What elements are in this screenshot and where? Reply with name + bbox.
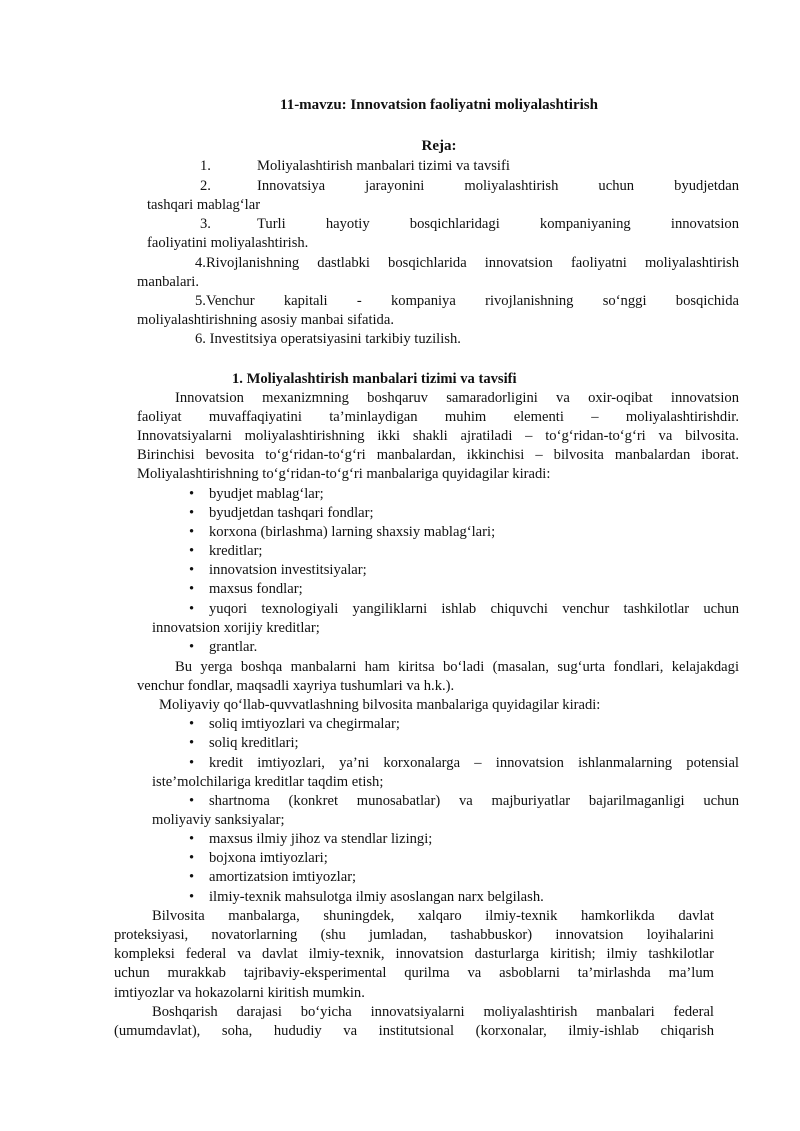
list-item: • korxona (birlashma) larning shaxsiy mablag‘lari;	[209, 523, 495, 542]
list-item: • maxsus ilmiy jihoz va stendlar lizingi;	[209, 830, 432, 849]
plan-item-continuation: tashqari mablag‘lar	[147, 197, 261, 213]
plan-item-number: 3.	[200, 216, 211, 232]
paragraph-line: Bu yerga boshqa manbalarni ham kiritsa bo‘ladi (masalan, sug‘urta fondlari, kelajakdagi	[175, 659, 739, 675]
paragraph-line: imtiyozlar va hokazolarni kiritish mumkin.	[114, 985, 365, 1001]
plan-item-number: 1.	[200, 158, 211, 174]
plan-item: Moliyalashtirish manbalari tizimi va tavsifi	[257, 158, 510, 174]
paragraph-line: (umumdavlat), soha, hududiy va institutsional (korxonalar, ilmiy-ishlab chiqarish	[114, 1023, 714, 1039]
list-item: • soliq kreditlari;	[209, 734, 299, 753]
plan-item: 4.Rivojlanishning dastlabki bosqichlarida innovatsion faoliyatni moliyalashtirish	[195, 255, 739, 271]
paragraph-line: Moliyaviy qo‘llab-quvvatlashning bilvosita manbalariga quyidagilar kiradi:	[159, 697, 601, 713]
paragraph-line: Birinchisi bevosita to‘g‘ridan-to‘g‘ri manbalardan, ikkinchisi – bilvosita manbalardan iborat.	[137, 447, 739, 463]
list-item: • grantlar.	[209, 638, 257, 657]
list-item: • soliq imtiyozlari va chegirmalar;	[209, 715, 400, 734]
plan-item: 5.Venchur kapitali - kompaniya rivojlanishning so‘nggi bosqichida	[195, 293, 739, 309]
paragraph-line: Bilvosita manbalarga, shuningdek, xalqaro ilmiy-texnik hamkorlikda davlat	[152, 908, 714, 924]
plan-item: 6. Investitsiya operatsiyasini tarkibiy tuzilish.	[195, 331, 461, 347]
paragraph-line: Innovatsiyalarni moliyalashtirishning ikki shakli ajratiladi – to‘g‘ridan-to‘g‘ri va bilvosita.	[137, 428, 739, 444]
plan-item: Turli hayotiy bosqichlaridagi kompaniyaning innovatsion	[257, 216, 739, 232]
list-item: • bojxona imtiyozlari;	[209, 849, 328, 868]
list-item: • byudjetdan tashqari fondlar;	[209, 504, 374, 523]
list-item: • innovatsion investitsiyalar;	[209, 561, 367, 580]
list-item: • kreditlar;	[209, 542, 263, 561]
list-item: • shartnoma (konkret munosabatlar) va majburiyatlar bajarilmaganligi uchun	[209, 792, 739, 811]
paragraph-line: faoliyat muvaffaqiyatini ta’minlaydigan muhim elementi – moliyalashtirishdir.	[137, 409, 739, 425]
paragraph-line: proteksiyasi, novatorlarning (shu jumladan, tashabbuskor) innovatsion loyihalarini	[114, 927, 714, 943]
plan-item: Innovatsiya jarayonini moliyalashtirish uchun byudjetdan	[257, 178, 739, 194]
section-heading: 1. Moliyalashtirish manbalari tizimi va tavsifi	[232, 371, 517, 387]
list-item: • amortizatsion imtiyozlar;	[209, 868, 356, 887]
paragraph-line: kompleksi federal va davlat ilmiy-texnik, innovatsion dasturlarga kiritish; ilmiy tashkilotlar	[114, 946, 714, 962]
page-title: 11-mavzu: Innovatsion faoliyatni moliyalashtirish	[280, 97, 598, 113]
paragraph-line: Boshqarish darajasi bo‘yicha innovatsiyalarni moliyalashtirish manbalari federal	[152, 1004, 714, 1020]
plan-heading: Reja:	[421, 138, 457, 154]
list-item-continuation: moliyaviy sanksiyalar;	[152, 812, 285, 828]
paragraph-line: Moliyalashtirishning to‘g‘ridan-to‘g‘ri manbalariga quyidagilar kiradi:	[137, 466, 551, 482]
paragraph-line: uchun murakkab tajribaviy-eksperimental qurilma va asboblarni ta’mirlashda ma’lum	[114, 965, 714, 981]
list-item: • ilmiy-texnik mahsulotga ilmiy asoslangan narx belgilash.	[209, 888, 544, 907]
plan-item-continuation: moliyalashtirishning asosiy manbai sifatida.	[137, 312, 394, 328]
paragraph-line: venchur fondlar, maqsadli xayriya tushumlari va h.k.).	[137, 678, 455, 694]
paragraph-line: Innovatsion mexanizmning boshqaruv samaradorligini va oxir-oqibat innovatsion	[175, 390, 739, 406]
plan-item-number: 2.	[200, 178, 211, 194]
list-item: • kredit imtiyozlari, ya’ni korxonalarga – innovatsion ishlanmalarning potensial	[209, 754, 739, 773]
list-item-continuation: iste’molchilariga kreditlar taqdim etish;	[152, 774, 384, 790]
list-item: • maxsus fondlar;	[209, 580, 303, 599]
list-item: • byudjet mablag‘lar;	[209, 485, 324, 504]
list-item-continuation: innovatsion xorijiy kreditlar;	[152, 620, 320, 636]
list-item: • yuqori texnologiyali yangiliklarni ishlab chiquvchi venchur tashkilotlar uchun	[209, 600, 739, 619]
plan-item-continuation: faoliyatini moliyalashtirish.	[147, 235, 309, 251]
plan-item-continuation: manbalari.	[137, 274, 199, 290]
